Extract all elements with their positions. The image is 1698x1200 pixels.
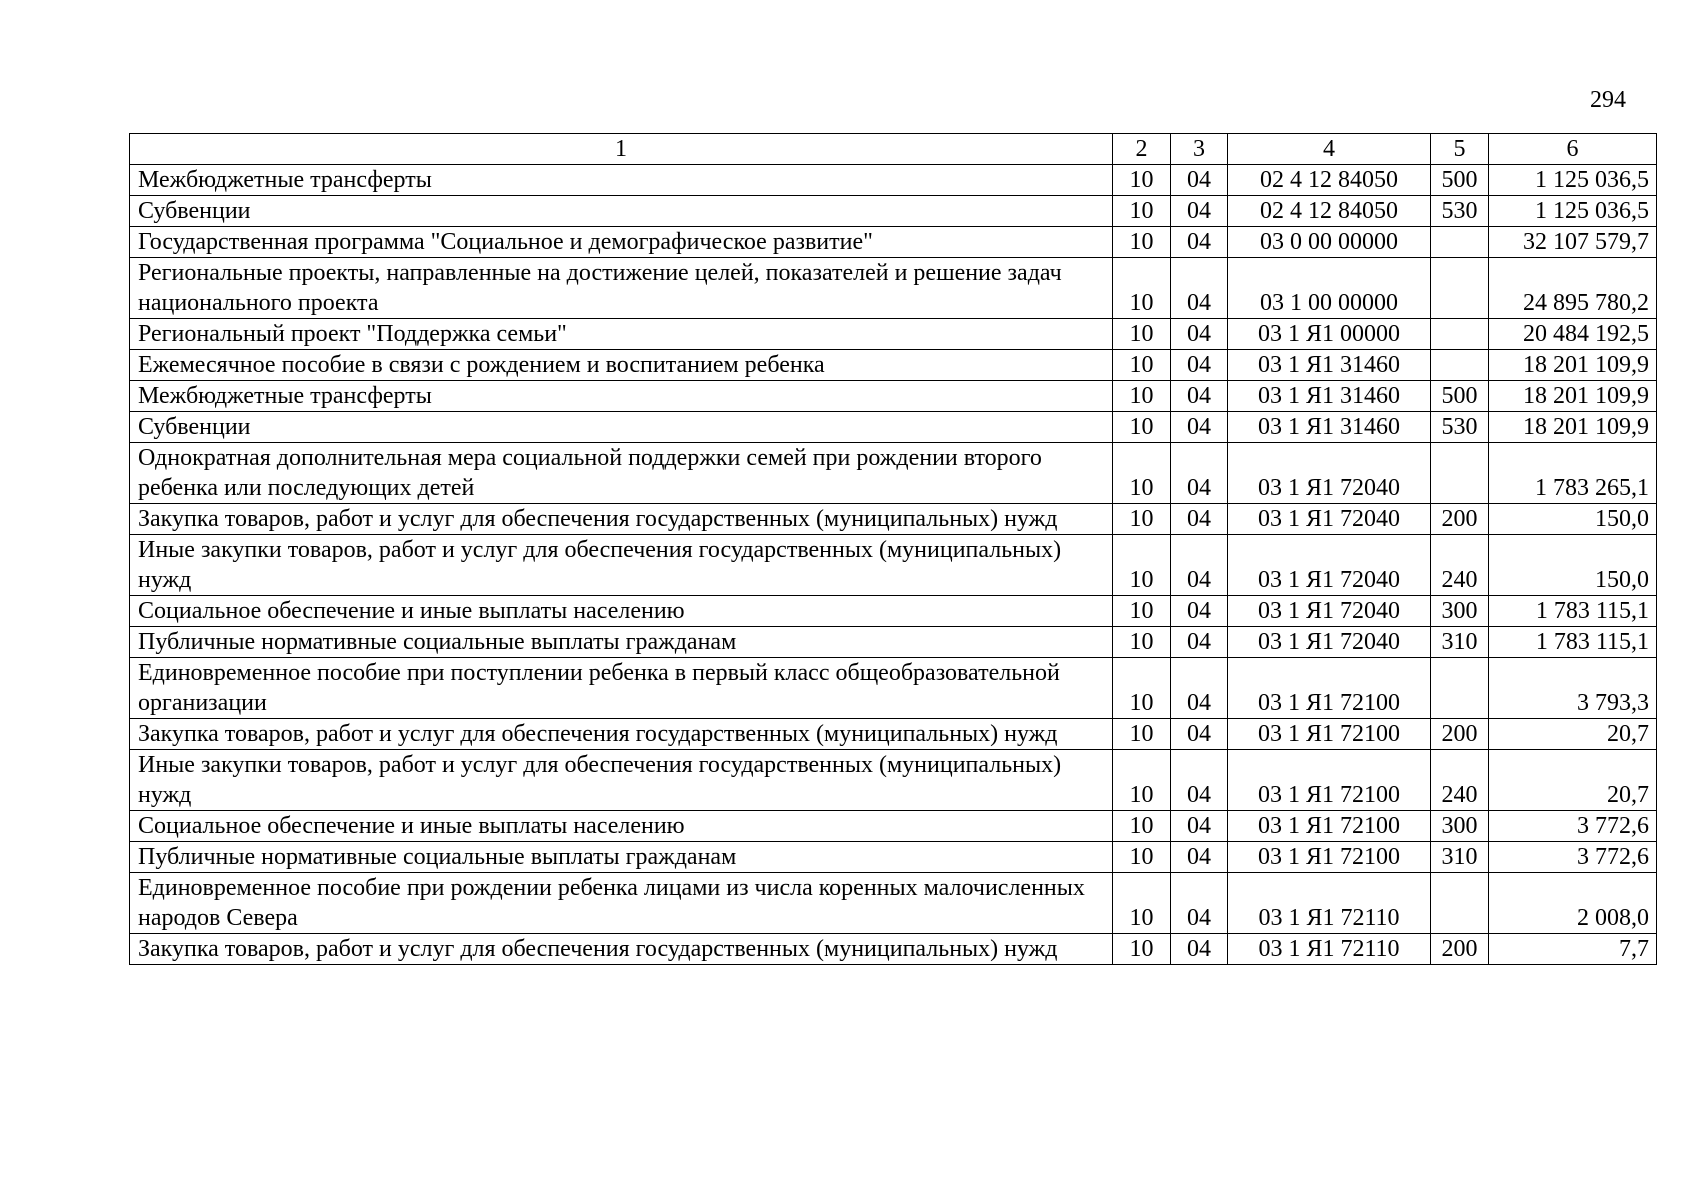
- item-name-cell: Региональные проекты, направленные на достижение целей, показателей и решение задач национального проекта: [130, 258, 1113, 319]
- subsection-code-cell: 04: [1171, 658, 1228, 719]
- target-article-cell: 03 1 Я1 72110: [1228, 934, 1431, 965]
- amount-cell: 150,0: [1489, 504, 1657, 535]
- section-code-cell: 10: [1113, 842, 1171, 873]
- section-code-cell: 10: [1113, 227, 1171, 258]
- subsection-code-cell: 04: [1171, 811, 1228, 842]
- section-code-cell: 10: [1113, 443, 1171, 504]
- item-name-cell: Однократная дополнительная мера социальной поддержки семей при рождении второго ребенка или последующих детей: [130, 443, 1113, 504]
- amount-cell: 20,7: [1489, 750, 1657, 811]
- column-header: 1: [130, 134, 1113, 165]
- item-name-cell: Закупка товаров, работ и услуг для обеспечения государственных (муниципальных) нужд: [130, 934, 1113, 965]
- section-code-cell: 10: [1113, 627, 1171, 658]
- item-name-cell: Межбюджетные трансферты: [130, 165, 1113, 196]
- item-name-cell: Публичные нормативные социальные выплаты гражданам: [130, 842, 1113, 873]
- table-header-row: [130, 134, 1657, 165]
- table-row: [130, 504, 1657, 535]
- item-name-cell: Государственная программа "Социальное и демографическое развитие": [130, 227, 1113, 258]
- target-article-cell: 03 1 Я1 31460: [1228, 350, 1431, 381]
- expense-type-cell: 300: [1431, 811, 1489, 842]
- item-name-cell: Межбюджетные трансферты: [130, 381, 1113, 412]
- amount-cell: 18 201 109,9: [1489, 381, 1657, 412]
- column-header: 3: [1171, 134, 1228, 165]
- amount-cell: 3 772,6: [1489, 811, 1657, 842]
- subsection-code-cell: 04: [1171, 934, 1228, 965]
- target-article-cell: 03 1 Я1 72040: [1228, 504, 1431, 535]
- target-article-cell: 03 1 Я1 72100: [1228, 750, 1431, 811]
- amount-cell: 1 783 115,1: [1489, 596, 1657, 627]
- item-name-cell: Закупка товаров, работ и услуг для обеспечения государственных (муниципальных) нужд: [130, 719, 1113, 750]
- target-article-cell: 03 1 Я1 72100: [1228, 842, 1431, 873]
- target-article-cell: 02 4 12 84050: [1228, 196, 1431, 227]
- expense-type-cell: [1431, 227, 1489, 258]
- subsection-code-cell: 04: [1171, 258, 1228, 319]
- table-row: [130, 750, 1657, 811]
- budget-table: [129, 133, 1657, 965]
- target-article-cell: 03 1 Я1 72100: [1228, 811, 1431, 842]
- expense-type-cell: [1431, 873, 1489, 934]
- subsection-code-cell: 04: [1171, 350, 1228, 381]
- target-article-cell: 03 1 Я1 72040: [1228, 596, 1431, 627]
- table-row: [130, 596, 1657, 627]
- subsection-code-cell: 04: [1171, 596, 1228, 627]
- item-name-cell: Иные закупки товаров, работ и услуг для обеспечения государственных (муниципальных) нужд: [130, 750, 1113, 811]
- section-code-cell: 10: [1113, 196, 1171, 227]
- section-code-cell: 10: [1113, 535, 1171, 596]
- table-row: [130, 873, 1657, 934]
- expense-type-cell: 530: [1431, 196, 1489, 227]
- amount-cell: 18 201 109,9: [1489, 412, 1657, 443]
- amount-cell: 2 008,0: [1489, 873, 1657, 934]
- subsection-code-cell: 04: [1171, 535, 1228, 596]
- column-header: 5: [1431, 134, 1489, 165]
- table-row: [130, 811, 1657, 842]
- table-row: [130, 381, 1657, 412]
- expense-type-cell: 200: [1431, 934, 1489, 965]
- target-article-cell: 03 1 Я1 00000: [1228, 319, 1431, 350]
- table-row: [130, 319, 1657, 350]
- expense-type-cell: 310: [1431, 627, 1489, 658]
- subsection-code-cell: 04: [1171, 719, 1228, 750]
- subsection-code-cell: 04: [1171, 504, 1228, 535]
- table-row: [130, 258, 1657, 319]
- section-code-cell: 10: [1113, 319, 1171, 350]
- amount-cell: 150,0: [1489, 535, 1657, 596]
- section-code-cell: 10: [1113, 165, 1171, 196]
- amount-cell: 1 125 036,5: [1489, 196, 1657, 227]
- table-row: [130, 350, 1657, 381]
- section-code-cell: 10: [1113, 381, 1171, 412]
- item-name-cell: Иные закупки товаров, работ и услуг для обеспечения государственных (муниципальных) нужд: [130, 535, 1113, 596]
- target-article-cell: 03 1 Я1 72110: [1228, 873, 1431, 934]
- expense-type-cell: 310: [1431, 842, 1489, 873]
- target-article-cell: 03 1 Я1 72040: [1228, 627, 1431, 658]
- table-row: [130, 719, 1657, 750]
- target-article-cell: 03 1 00 00000: [1228, 258, 1431, 319]
- section-code-cell: 10: [1113, 596, 1171, 627]
- subsection-code-cell: 04: [1171, 443, 1228, 504]
- target-article-cell: 03 1 Я1 31460: [1228, 381, 1431, 412]
- section-code-cell: 10: [1113, 412, 1171, 443]
- item-name-cell: Публичные нормативные социальные выплаты гражданам: [130, 627, 1113, 658]
- target-article-cell: 02 4 12 84050: [1228, 165, 1431, 196]
- amount-cell: 18 201 109,9: [1489, 350, 1657, 381]
- amount-cell: 1 783 115,1: [1489, 627, 1657, 658]
- target-article-cell: 03 1 Я1 31460: [1228, 412, 1431, 443]
- table-row: [130, 658, 1657, 719]
- table-row: [130, 443, 1657, 504]
- expense-type-cell: 200: [1431, 504, 1489, 535]
- item-name-cell: Единовременное пособие при рождении ребенка лицами из числа коренных малочисленных народов Севера: [130, 873, 1113, 934]
- table-row: [130, 934, 1657, 965]
- subsection-code-cell: 04: [1171, 873, 1228, 934]
- target-article-cell: 03 1 Я1 72040: [1228, 443, 1431, 504]
- amount-cell: 7,7: [1489, 934, 1657, 965]
- section-code-cell: 10: [1113, 504, 1171, 535]
- section-code-cell: 10: [1113, 750, 1171, 811]
- table-body: [130, 165, 1657, 965]
- target-article-cell: 03 1 Я1 72100: [1228, 658, 1431, 719]
- page-number: 294: [1590, 87, 1626, 113]
- table-row: [130, 196, 1657, 227]
- item-name-cell: Ежемесячное пособие в связи с рождением и воспитанием ребенка: [130, 350, 1113, 381]
- target-article-cell: 03 1 Я1 72040: [1228, 535, 1431, 596]
- item-name-cell: Социальное обеспечение и иные выплаты населению: [130, 596, 1113, 627]
- table-row: [130, 165, 1657, 196]
- item-name-cell: Субвенции: [130, 196, 1113, 227]
- expense-type-cell: 500: [1431, 381, 1489, 412]
- subsection-code-cell: 04: [1171, 196, 1228, 227]
- table-row: [130, 535, 1657, 596]
- section-code-cell: 10: [1113, 719, 1171, 750]
- section-code-cell: 10: [1113, 934, 1171, 965]
- section-code-cell: 10: [1113, 658, 1171, 719]
- column-header: 6: [1489, 134, 1657, 165]
- column-header: 4: [1228, 134, 1431, 165]
- amount-cell: 20,7: [1489, 719, 1657, 750]
- section-code-cell: 10: [1113, 873, 1171, 934]
- expense-type-cell: 200: [1431, 719, 1489, 750]
- expense-type-cell: [1431, 658, 1489, 719]
- expense-type-cell: 530: [1431, 412, 1489, 443]
- item-name-cell: Субвенции: [130, 412, 1113, 443]
- subsection-code-cell: 04: [1171, 381, 1228, 412]
- amount-cell: 1 125 036,5: [1489, 165, 1657, 196]
- item-name-cell: Социальное обеспечение и иные выплаты населению: [130, 811, 1113, 842]
- subsection-code-cell: 04: [1171, 842, 1228, 873]
- expense-type-cell: 300: [1431, 596, 1489, 627]
- expense-type-cell: 240: [1431, 750, 1489, 811]
- section-code-cell: 10: [1113, 258, 1171, 319]
- subsection-code-cell: 04: [1171, 319, 1228, 350]
- table-row: [130, 627, 1657, 658]
- subsection-code-cell: 04: [1171, 412, 1228, 443]
- table-row: [130, 227, 1657, 258]
- expense-type-cell: [1431, 350, 1489, 381]
- expense-type-cell: [1431, 319, 1489, 350]
- subsection-code-cell: 04: [1171, 227, 1228, 258]
- amount-cell: 3 772,6: [1489, 842, 1657, 873]
- expense-type-cell: [1431, 443, 1489, 504]
- amount-cell: 3 793,3: [1489, 658, 1657, 719]
- expense-type-cell: 240: [1431, 535, 1489, 596]
- expense-type-cell: 500: [1431, 165, 1489, 196]
- amount-cell: 24 895 780,2: [1489, 258, 1657, 319]
- amount-cell: 32 107 579,7: [1489, 227, 1657, 258]
- item-name-cell: Закупка товаров, работ и услуг для обеспечения государственных (муниципальных) нужд: [130, 504, 1113, 535]
- subsection-code-cell: 04: [1171, 627, 1228, 658]
- target-article-cell: 03 1 Я1 72100: [1228, 719, 1431, 750]
- section-code-cell: 10: [1113, 350, 1171, 381]
- item-name-cell: Единовременное пособие при поступлении ребенка в первый класс общеобразовательной организации: [130, 658, 1113, 719]
- subsection-code-cell: 04: [1171, 165, 1228, 196]
- amount-cell: 20 484 192,5: [1489, 319, 1657, 350]
- table-row: [130, 842, 1657, 873]
- table-row: [130, 412, 1657, 443]
- target-article-cell: 03 0 00 00000: [1228, 227, 1431, 258]
- item-name-cell: Региональный проект "Поддержка семьи": [130, 319, 1113, 350]
- amount-cell: 1 783 265,1: [1489, 443, 1657, 504]
- expense-type-cell: [1431, 258, 1489, 319]
- subsection-code-cell: 04: [1171, 750, 1228, 811]
- column-header: 2: [1113, 134, 1171, 165]
- section-code-cell: 10: [1113, 811, 1171, 842]
